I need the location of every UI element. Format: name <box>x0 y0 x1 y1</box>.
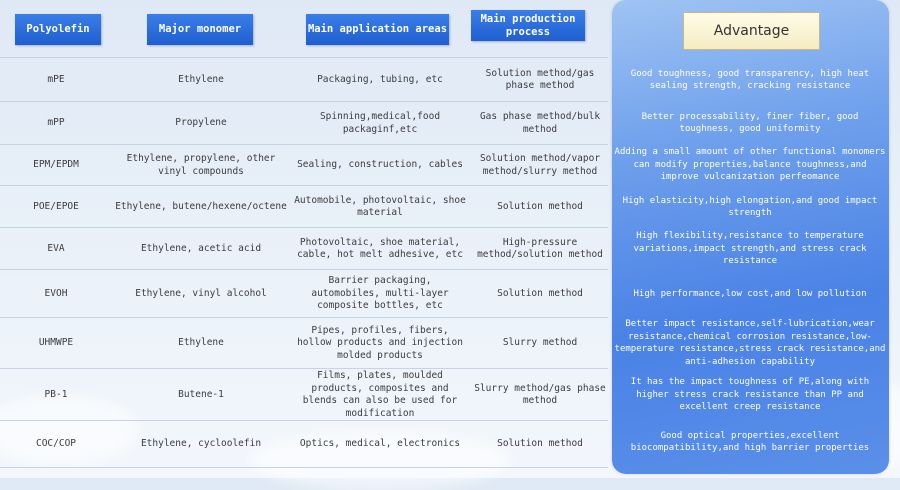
cell-monomer: Ethylene <box>178 73 224 85</box>
cell-polyolefin: UHMWPE <box>38 337 74 349</box>
cell-application: Packaging, tubing, etc <box>317 73 443 85</box>
cell-polyolefin: EVA <box>47 242 65 254</box>
advantage-text: High flexibility,resistance to temperature variations,impact strength,and stress crack resistance <box>633 231 867 267</box>
cell-monomer: Ethylene, propylene, other vinyl compounds <box>126 153 276 177</box>
cell-application: Automobile, photovoltaic, shoe material <box>294 194 466 218</box>
cell-production: High-pressure method/solution method <box>477 236 603 260</box>
cell-polyolefin: COC/COP <box>35 437 77 449</box>
table-row <box>0 101 608 145</box>
cell-monomer: Butene-1 <box>178 388 224 400</box>
header-polyolefin: Polyolefin <box>15 14 101 45</box>
cell-application: Barrier packaging, automobiles, multi-layer composite bottles, etc <box>311 275 449 312</box>
advantage-text: Better processability, finer fiber, good toughness, good uniformity <box>641 111 859 134</box>
cell-production: Solution method/vapor method/slurry method <box>479 153 601 177</box>
advantage-text: Adding a small amount of other functional monomers can modify properties,balance toughness,and improve vulcanization perfeomance <box>614 147 886 183</box>
cell-monomer: Ethylene, cycloolefin <box>140 437 262 449</box>
advantage-text: Good optical properties,excellent biocompatibility,and high barrier properties <box>630 430 870 453</box>
advantage-text: Better impact resistance,self-lubrication,wear resistance,chemical corrosion resistance,low-temperature resistance,stress crack resistance,and anti-adhesion capability <box>614 319 886 367</box>
cell-production: Solution method <box>497 200 583 212</box>
advantage-text: High elasticity,high elongation,and good impact strength <box>622 195 878 218</box>
cell-polyolefin: mPP <box>47 117 65 129</box>
header-major-monomer: Major monomer <box>147 14 253 45</box>
cell-application: Pipes, profiles, fibers, hollow products and injection molded products <box>297 324 463 361</box>
table-row <box>0 420 608 468</box>
advantage-text: Good toughness, good transparency, high heat sealing strength, cracking resistance <box>630 68 870 91</box>
table-row <box>0 269 608 318</box>
table-row <box>0 185 608 228</box>
cell-monomer: Ethylene, vinyl alcohol <box>135 287 267 299</box>
cell-polyolefin: EVOH <box>44 287 68 299</box>
cell-application: Spinning,medical,food packaginf,etc <box>319 111 441 135</box>
header-advantage: Advantage <box>683 12 820 50</box>
cell-monomer: Ethylene, acetic acid <box>140 242 262 254</box>
cell-production: Slurry method/gas phase method <box>474 382 606 406</box>
header-application-areas: Main application areas <box>306 14 449 45</box>
cell-monomer: Ethylene, butene/hexene/octene <box>115 200 287 212</box>
cell-polyolefin: PB-1 <box>44 388 68 400</box>
cell-production: Solution method <box>497 437 583 449</box>
cell-polyolefin: POE/EPOE <box>33 200 79 212</box>
cell-monomer: Ethylene <box>178 337 224 349</box>
header-production-process: Main production process <box>471 10 585 41</box>
cell-production: Solution method/gas phase method <box>485 67 595 91</box>
advantage-text: High performance,low cost,and low pollution <box>633 288 867 299</box>
table-row <box>0 368 608 421</box>
cell-application: Photovoltaic, shoe material, cable, hot melt adhesive, etc <box>297 236 463 260</box>
cell-monomer: Propylene <box>175 117 227 129</box>
cell-application: Sealing, construction, cables <box>297 159 463 171</box>
cell-polyolefin: mPE <box>47 73 65 85</box>
table-row <box>0 227 608 270</box>
cell-polyolefin: EPM/EPDM <box>33 159 79 171</box>
table-row <box>0 144 608 186</box>
cell-production: Gas phase method/bulk method <box>479 111 601 135</box>
cell-application: Optics, medical, electronics <box>299 437 461 449</box>
table-row <box>0 317 608 369</box>
cell-production: Solution method <box>497 287 583 299</box>
table-row <box>0 57 608 102</box>
cell-application: Films, plates, moulded products, composites and blends can also be used for modification <box>302 370 458 419</box>
advantage-text: It has the impact toughness of PE,along with higher stress crack resistance than PP and excellent creep resistance <box>630 377 870 413</box>
cell-production: Slurry method <box>502 337 578 349</box>
